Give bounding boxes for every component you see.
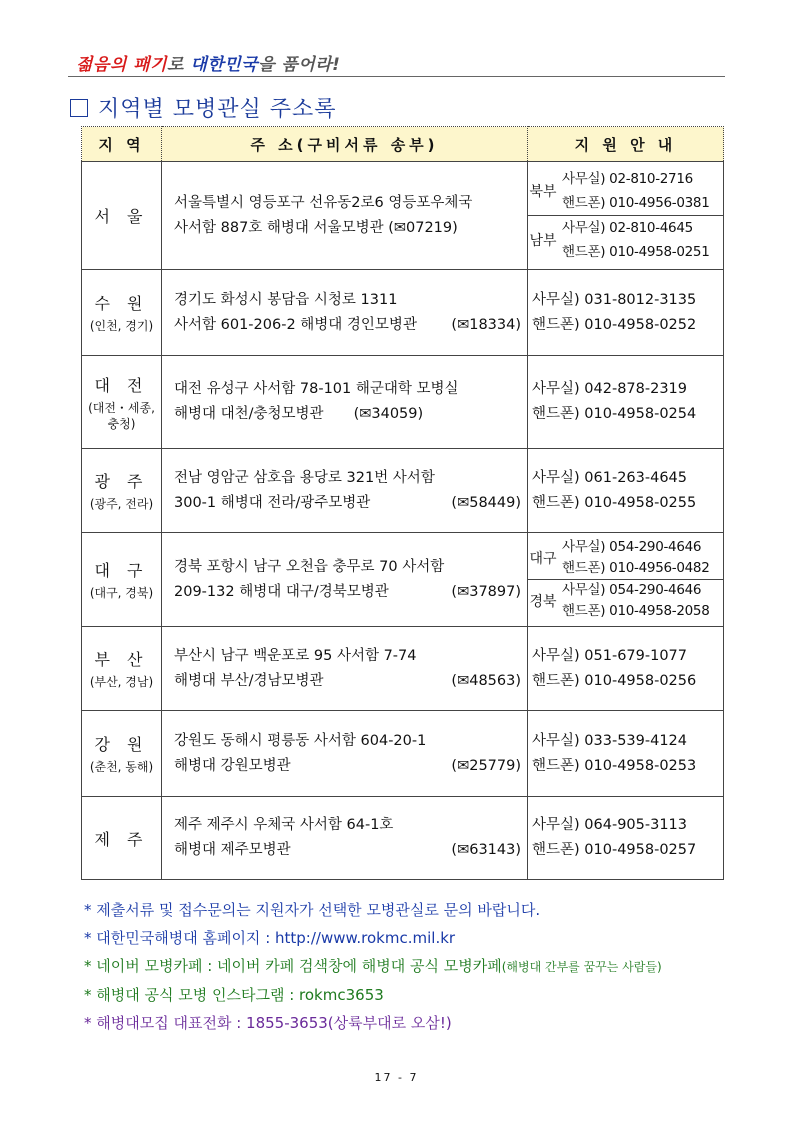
- zip-code: (✉63143): [451, 842, 521, 858]
- info-cell: [528, 449, 724, 533]
- note-small-text: (해병대 간부를 꿈꾸는 사람들): [501, 960, 662, 974]
- header-text-4: 을 품어라!: [258, 55, 341, 75]
- zip-code: (✉37897): [451, 583, 521, 600]
- office-phone: 사무실) 031-8012-3135: [532, 291, 697, 308]
- address-line-1: 전남 영암군 삼호읍 용당로 321번 사서함: [174, 469, 435, 486]
- zip-code: (✉25779): [451, 757, 521, 774]
- office-phone: 사무실) 02-810-2716: [562, 171, 693, 187]
- office-phone: 사무실) 051-679-1077: [532, 647, 688, 664]
- address-line-1: 강원도 동해시 평릉동 사서함 604-20-1: [174, 732, 427, 749]
- info-cell: [528, 270, 724, 356]
- mobile-phone: 핸드폰) 010-4956-0482: [562, 560, 710, 576]
- region-name: 수 원: [94, 294, 149, 313]
- sub-region-label: 대구: [529, 551, 557, 567]
- address-line-1: 경북 포항시 남구 오천읍 충무로 70 사서함: [174, 558, 445, 575]
- region-sub: (대구, 경북): [89, 586, 154, 600]
- region-sub: (춘천, 동해): [89, 760, 154, 774]
- sub-info-table: [528, 537, 723, 622]
- mobile-phone: 핸드폰) 010-4956-0381: [562, 195, 710, 211]
- section-title-text: 지역별 모병관실 주소록: [98, 97, 337, 122]
- info-cell: [528, 797, 724, 880]
- table-row: [82, 533, 724, 627]
- region-sub: (대전・세종, 충청): [88, 400, 155, 431]
- header-region: 지 역: [82, 127, 162, 162]
- address-line-2: 해병대 대천/충청모병관: [174, 406, 324, 422]
- address-line-1: 경기도 화성시 봉담읍 시청로 1311: [174, 291, 398, 308]
- table-row: [82, 711, 724, 797]
- sub-region-label: 북부: [529, 184, 557, 200]
- info-cell: [528, 162, 724, 270]
- office-phone: 사무실) 054-290-4646: [562, 582, 702, 598]
- header-text-1: 젊음의 패기: [76, 55, 168, 75]
- note-item: * 제출서류 및 접수문의는 지원자가 선택한 모병관실로 문의 바랍니다.: [84, 901, 541, 919]
- sub-region-label: 남부: [528, 216, 558, 265]
- address-cell: [162, 711, 528, 797]
- address-line-1: 제주 제주시 우체국 사서함 64-1호: [174, 817, 394, 833]
- note-item: * 해병대모집 대표전화 : 1855-3653(상륙부대로 오삼!): [84, 1014, 452, 1032]
- table-row: [82, 162, 724, 270]
- info-cell: [528, 356, 724, 449]
- region-name: 제 주: [94, 829, 149, 849]
- address-cell: [162, 449, 528, 533]
- zip-code: (✉07219): [388, 219, 458, 236]
- notes-list: [84, 896, 662, 1037]
- header-divider: [68, 76, 725, 77]
- note-item: [84, 952, 662, 981]
- region-cell: [82, 270, 162, 356]
- page-header: [76, 50, 340, 75]
- sub-row: [528, 537, 723, 580]
- address-line-2: 300-1 해병대 전라/광주모병관: [174, 494, 371, 511]
- table-row: [82, 627, 724, 711]
- note-item: * 해병대 공식 모병 인스타그램 : rokmc3653: [84, 986, 384, 1004]
- region-cell: [82, 627, 162, 711]
- address-line-2: 해병대 제주모병관: [174, 842, 291, 858]
- region-cell: [82, 533, 162, 627]
- checkbox-square-icon: [70, 99, 88, 117]
- page-number: 17 - 7: [374, 1071, 419, 1084]
- mobile-phone: 핸드폰) 010-4958-0254: [532, 406, 697, 422]
- region-name: 대 구: [94, 561, 149, 580]
- address-cell: [162, 627, 528, 711]
- sub-row: [528, 216, 723, 265]
- office-phone: 사무실) 042-878-2319: [532, 381, 688, 397]
- mobile-phone: 핸드폰) 010-4958-0257: [532, 842, 697, 858]
- header-text-2: 로: [167, 55, 191, 75]
- header-address: 주 소(구비서류 송부): [162, 127, 528, 162]
- header-info: 지 원 안 내: [528, 127, 724, 162]
- region-cell: [82, 711, 162, 797]
- region-name: 서 울: [94, 207, 149, 226]
- region-name: 강 원: [94, 735, 149, 754]
- address-cell: [162, 162, 528, 270]
- address-line-1: 대전 유성구 사서함 78-101 해군대학 모병실: [174, 381, 459, 397]
- region-cell: [82, 449, 162, 533]
- office-phone: 사무실) 033-539-4124: [532, 732, 688, 749]
- header-text-3: 대한민국: [190, 55, 259, 75]
- region-name: 부 산: [94, 650, 149, 669]
- info-cell: [528, 627, 724, 711]
- note-item: * 대한민국해병대 홈페이지 : http://www.rokmc.mil.kr: [84, 929, 456, 947]
- region-name: 대 전: [94, 375, 149, 395]
- zip-code: (✉48563): [451, 672, 521, 689]
- sub-row: [528, 167, 723, 216]
- section-title: [70, 92, 337, 123]
- address-line-1: 부산시 남구 백운포로 95 사서함 7-74: [174, 647, 417, 664]
- sub-region-label: 경북: [528, 580, 558, 623]
- info-cell: [528, 711, 724, 797]
- region-sub: (광주, 전라): [89, 497, 154, 511]
- mobile-phone: 핸드폰) 010-4958-0255: [532, 494, 697, 511]
- office-phone: 사무실) 061-263-4645: [532, 469, 688, 486]
- address-table: [81, 126, 724, 880]
- table-row: [82, 797, 724, 880]
- table-row: [82, 449, 724, 533]
- table-row: [82, 270, 724, 356]
- region-cell: [82, 356, 162, 449]
- office-phone: 사무실) 02-810-4645: [562, 220, 693, 236]
- sub-row: [528, 580, 723, 623]
- region-cell: [82, 797, 162, 880]
- office-phone: 사무실) 064-905-3113: [532, 817, 688, 833]
- zip-code: (✉18334): [451, 316, 521, 333]
- region-sub: (부산, 경남): [89, 675, 154, 689]
- table-row: [82, 356, 724, 449]
- note-text: * 네이버 모병카페 : 네이버 카페 검색창에 해병대 공식 모병카페: [84, 957, 502, 975]
- sub-info-table: [528, 167, 723, 264]
- office-phone: 사무실) 054-290-4646: [562, 539, 702, 555]
- mobile-phone: 핸드폰) 010-4958-0252: [532, 316, 697, 333]
- info-cell: [528, 533, 724, 627]
- address-line-1: 서울특별시 영등포구 선유동2로6 영등포우체국: [174, 194, 473, 211]
- address-line-2: 해병대 강원모병관: [174, 757, 291, 774]
- region-cell: [82, 162, 162, 270]
- address-cell: [162, 270, 528, 356]
- mobile-phone: 핸드폰) 010-4958-2058: [562, 603, 710, 619]
- address-line-2: 사서함 887호 해병대 서울모병관: [174, 219, 384, 236]
- region-name: 광 주: [94, 472, 149, 491]
- address-cell: [162, 533, 528, 627]
- table-header-row: [82, 127, 724, 162]
- address-cell: [162, 797, 528, 880]
- address-cell: [162, 356, 528, 449]
- mobile-phone: 핸드폰) 010-4958-0253: [532, 757, 697, 774]
- address-line-2: 해병대 부산/경남모병관: [174, 672, 324, 689]
- address-line-2: 209-132 해병대 대구/경북모병관: [174, 583, 389, 600]
- region-sub: (인천, 경기): [89, 319, 154, 333]
- address-line-2: 사서함 601-206-2 해병대 경인모병관: [174, 316, 417, 333]
- zip-code: (✉34059): [353, 406, 424, 422]
- zip-code: (✉58449): [451, 494, 521, 511]
- mobile-phone: 핸드폰) 010-4958-0251: [562, 244, 710, 260]
- mobile-phone: 핸드폰) 010-4958-0256: [532, 672, 697, 689]
